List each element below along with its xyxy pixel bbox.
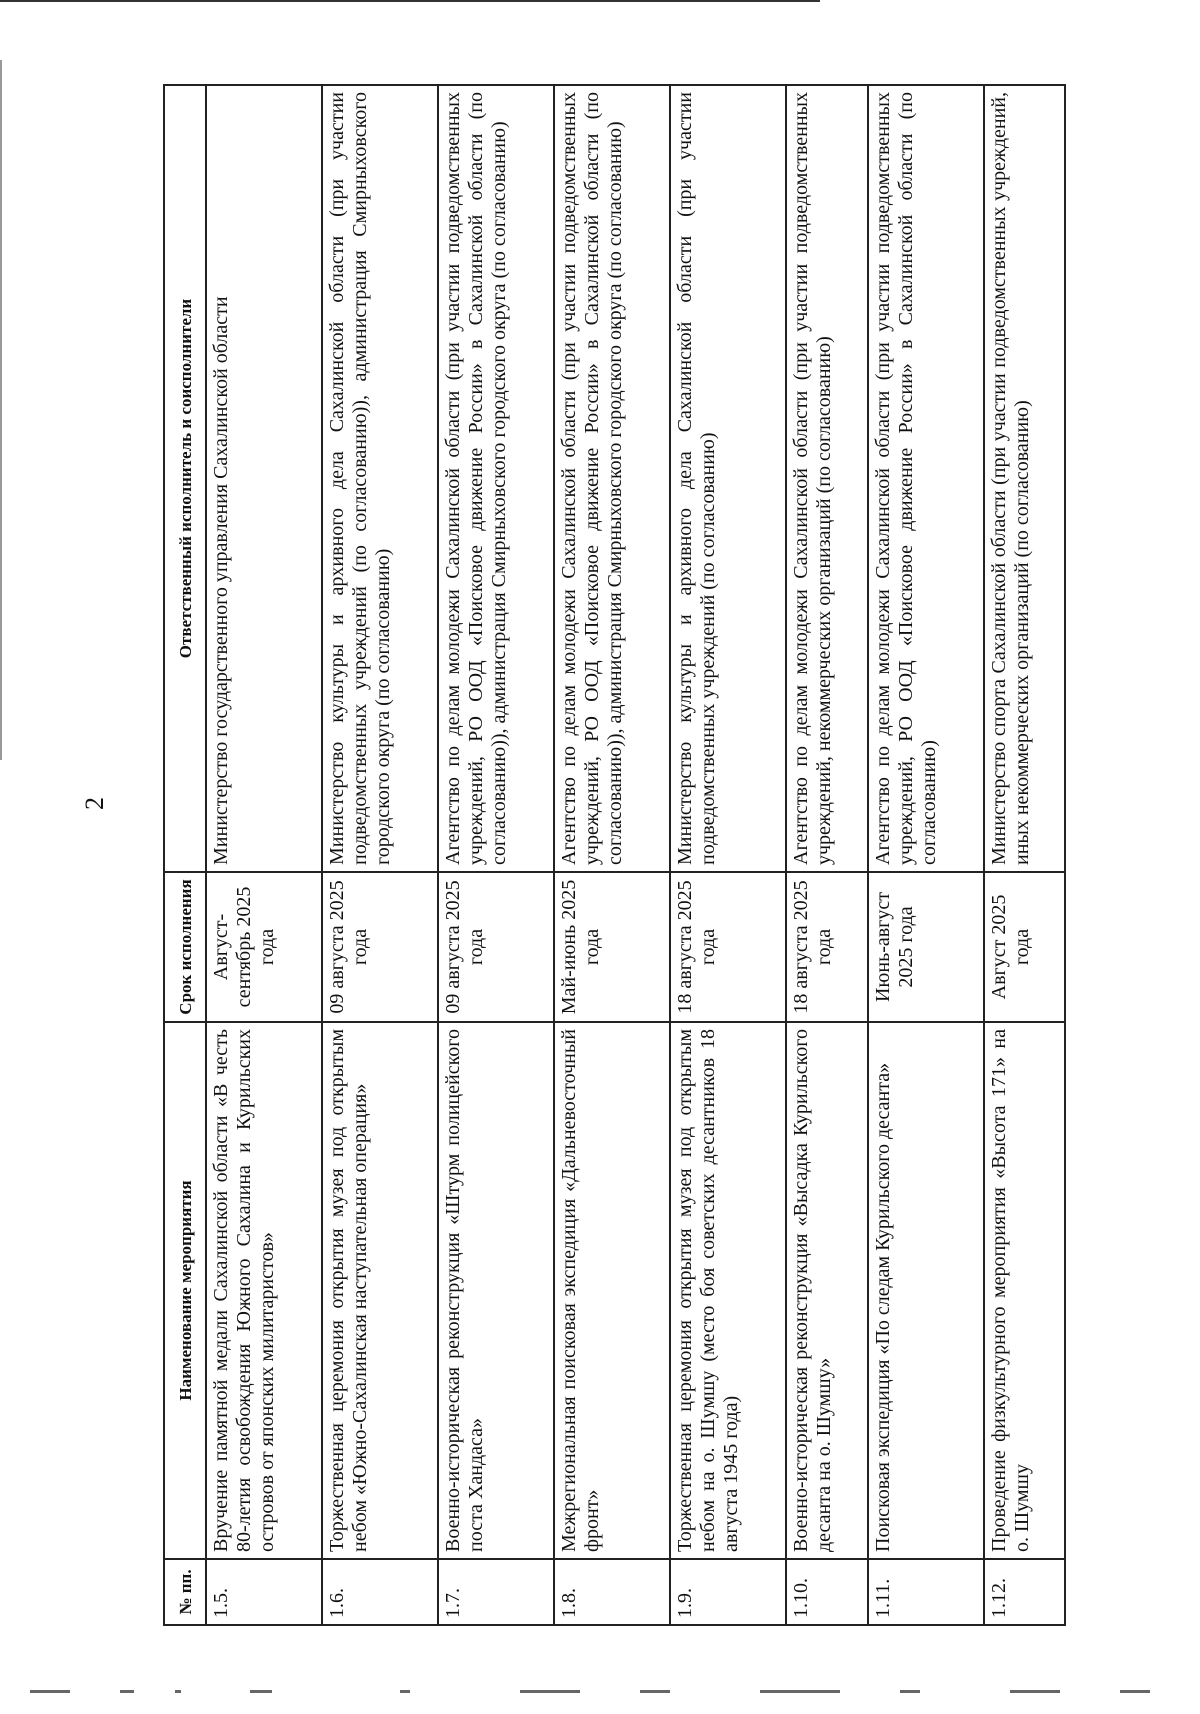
header-responsible: Ответственный исполнитель и соисполнители (164, 85, 206, 872)
row-event-name: Торжественная церемония открытия музея под открытым небом «Южно-Сахалинская наступательная операция» (322, 1022, 438, 1559)
row-deadline: Август-сентябрь 2025 года (206, 872, 322, 1022)
page-number: 2 (80, 797, 109, 810)
table-row (670, 85, 786, 1625)
row-deadline: Август 2025 года (984, 872, 1065, 1022)
row-deadline: Июнь-август 2025 года (868, 872, 984, 1022)
row-deadline: 18 августа 2025 года (786, 872, 867, 1022)
row-deadline: 09 августа 2025 года (438, 872, 554, 1022)
row-event-name: Межрегиональная поисковая экспедиция «Дальневосточный фронт» (554, 1022, 670, 1559)
scan-noise-bottom (0, 1690, 1200, 1696)
row-responsible: Министерство государственного управления Сахалинской области (206, 85, 322, 872)
table-header-row (164, 85, 206, 1625)
scan-edge-line-left (0, 60, 2, 760)
row-event-name: Поисковая экспедиция «По следам Курильского десанта» (868, 1022, 984, 1559)
header-number: № пп. (164, 1559, 206, 1625)
events-plan-table (163, 84, 1066, 1626)
row-number: 1.5. (206, 1559, 322, 1625)
row-number: 1.9. (670, 1559, 786, 1625)
row-event-name: Военно-историческая реконструкция «Штурм полицейского поста Хандаса» (438, 1022, 554, 1559)
table-row (206, 85, 322, 1625)
header-deadline: Срок исполнения (164, 872, 206, 1022)
row-responsible: Министерство спорта Сахалинской области (при участии подведомственных учреждений, иных некоммерческих организаций (по согласованию) (984, 85, 1065, 872)
table-row (868, 85, 984, 1625)
row-number: 1.8. (554, 1559, 670, 1625)
row-event-name: Торжественная церемония открытия музея под открытым небом на о. Шумшу (место боя советских десантников 18 августа 1945 года) (670, 1022, 786, 1559)
row-number: 1.10. (786, 1559, 867, 1625)
scan-edge-line-top (0, 0, 820, 2)
row-responsible: Министерство культуры и архивного дела Сахалинской области (при участии подведомственных учреждений (по согласованию) (670, 85, 786, 872)
row-event-name: Проведение физкультурного мероприятия «Высота 171» на о. Шумшу (984, 1022, 1065, 1559)
table-row (786, 85, 867, 1625)
row-event-name: Вручение памятной медали Сахалинской области «В честь 80-летия освобождения Южного Сахалина и Курильских островов от японских милитаристов» (206, 1022, 322, 1559)
row-responsible: Агентство по делам молодежи Сахалинской области (при участии подведомственных учреждений, некоммерческих организаций (по согласованию) (786, 85, 867, 872)
row-deadline: 09 августа 2025 года (322, 872, 438, 1022)
table-row (438, 85, 554, 1625)
row-deadline: Май-июнь 2025 года (554, 872, 670, 1022)
row-event-name: Военно-историческая реконструкция «Высадка Курильского десанта на о. Шумшу» (786, 1022, 867, 1559)
row-number: 1.6. (322, 1559, 438, 1625)
row-responsible: Агентство по делам молодежи Сахалинской области (при участии подведомственных учреждений, РО ООД «Поисковое движение России» в Сахалинской области (по согласованию)), администрация Смирныховского городского округа (по согласованию) (554, 85, 670, 872)
row-number: 1.12. (984, 1559, 1065, 1625)
row-deadline: 18 августа 2025 года (670, 872, 786, 1022)
row-number: 1.7. (438, 1559, 554, 1625)
rotated-table-container (163, 86, 1066, 1626)
table-row (322, 85, 438, 1625)
header-event-name: Наименование мероприятия (164, 1022, 206, 1559)
table-row (984, 85, 1065, 1625)
row-responsible: Агентство по делам молодежи Сахалинской области (при участии подведомственных учреждений, РО ООД «Поисковое движение России» в Сахалинской области (по согласованию)), администрация Смирныховского городского округа (по согласованию) (438, 85, 554, 872)
row-responsible: Агентство по делам молодежи Сахалинской области (при участии подведомственных учреждений, РО ООД «Поисковое движение России» в Сахалинской области (по согласованию) (868, 85, 984, 872)
row-number: 1.11. (868, 1559, 984, 1625)
row-responsible: Министерство культуры и архивного дела Сахалинской области (при участии подведомственных учреждений (по согласованию)), администрация Смирныховского городского округа (по согласованию) (322, 85, 438, 872)
table-row (554, 85, 670, 1625)
